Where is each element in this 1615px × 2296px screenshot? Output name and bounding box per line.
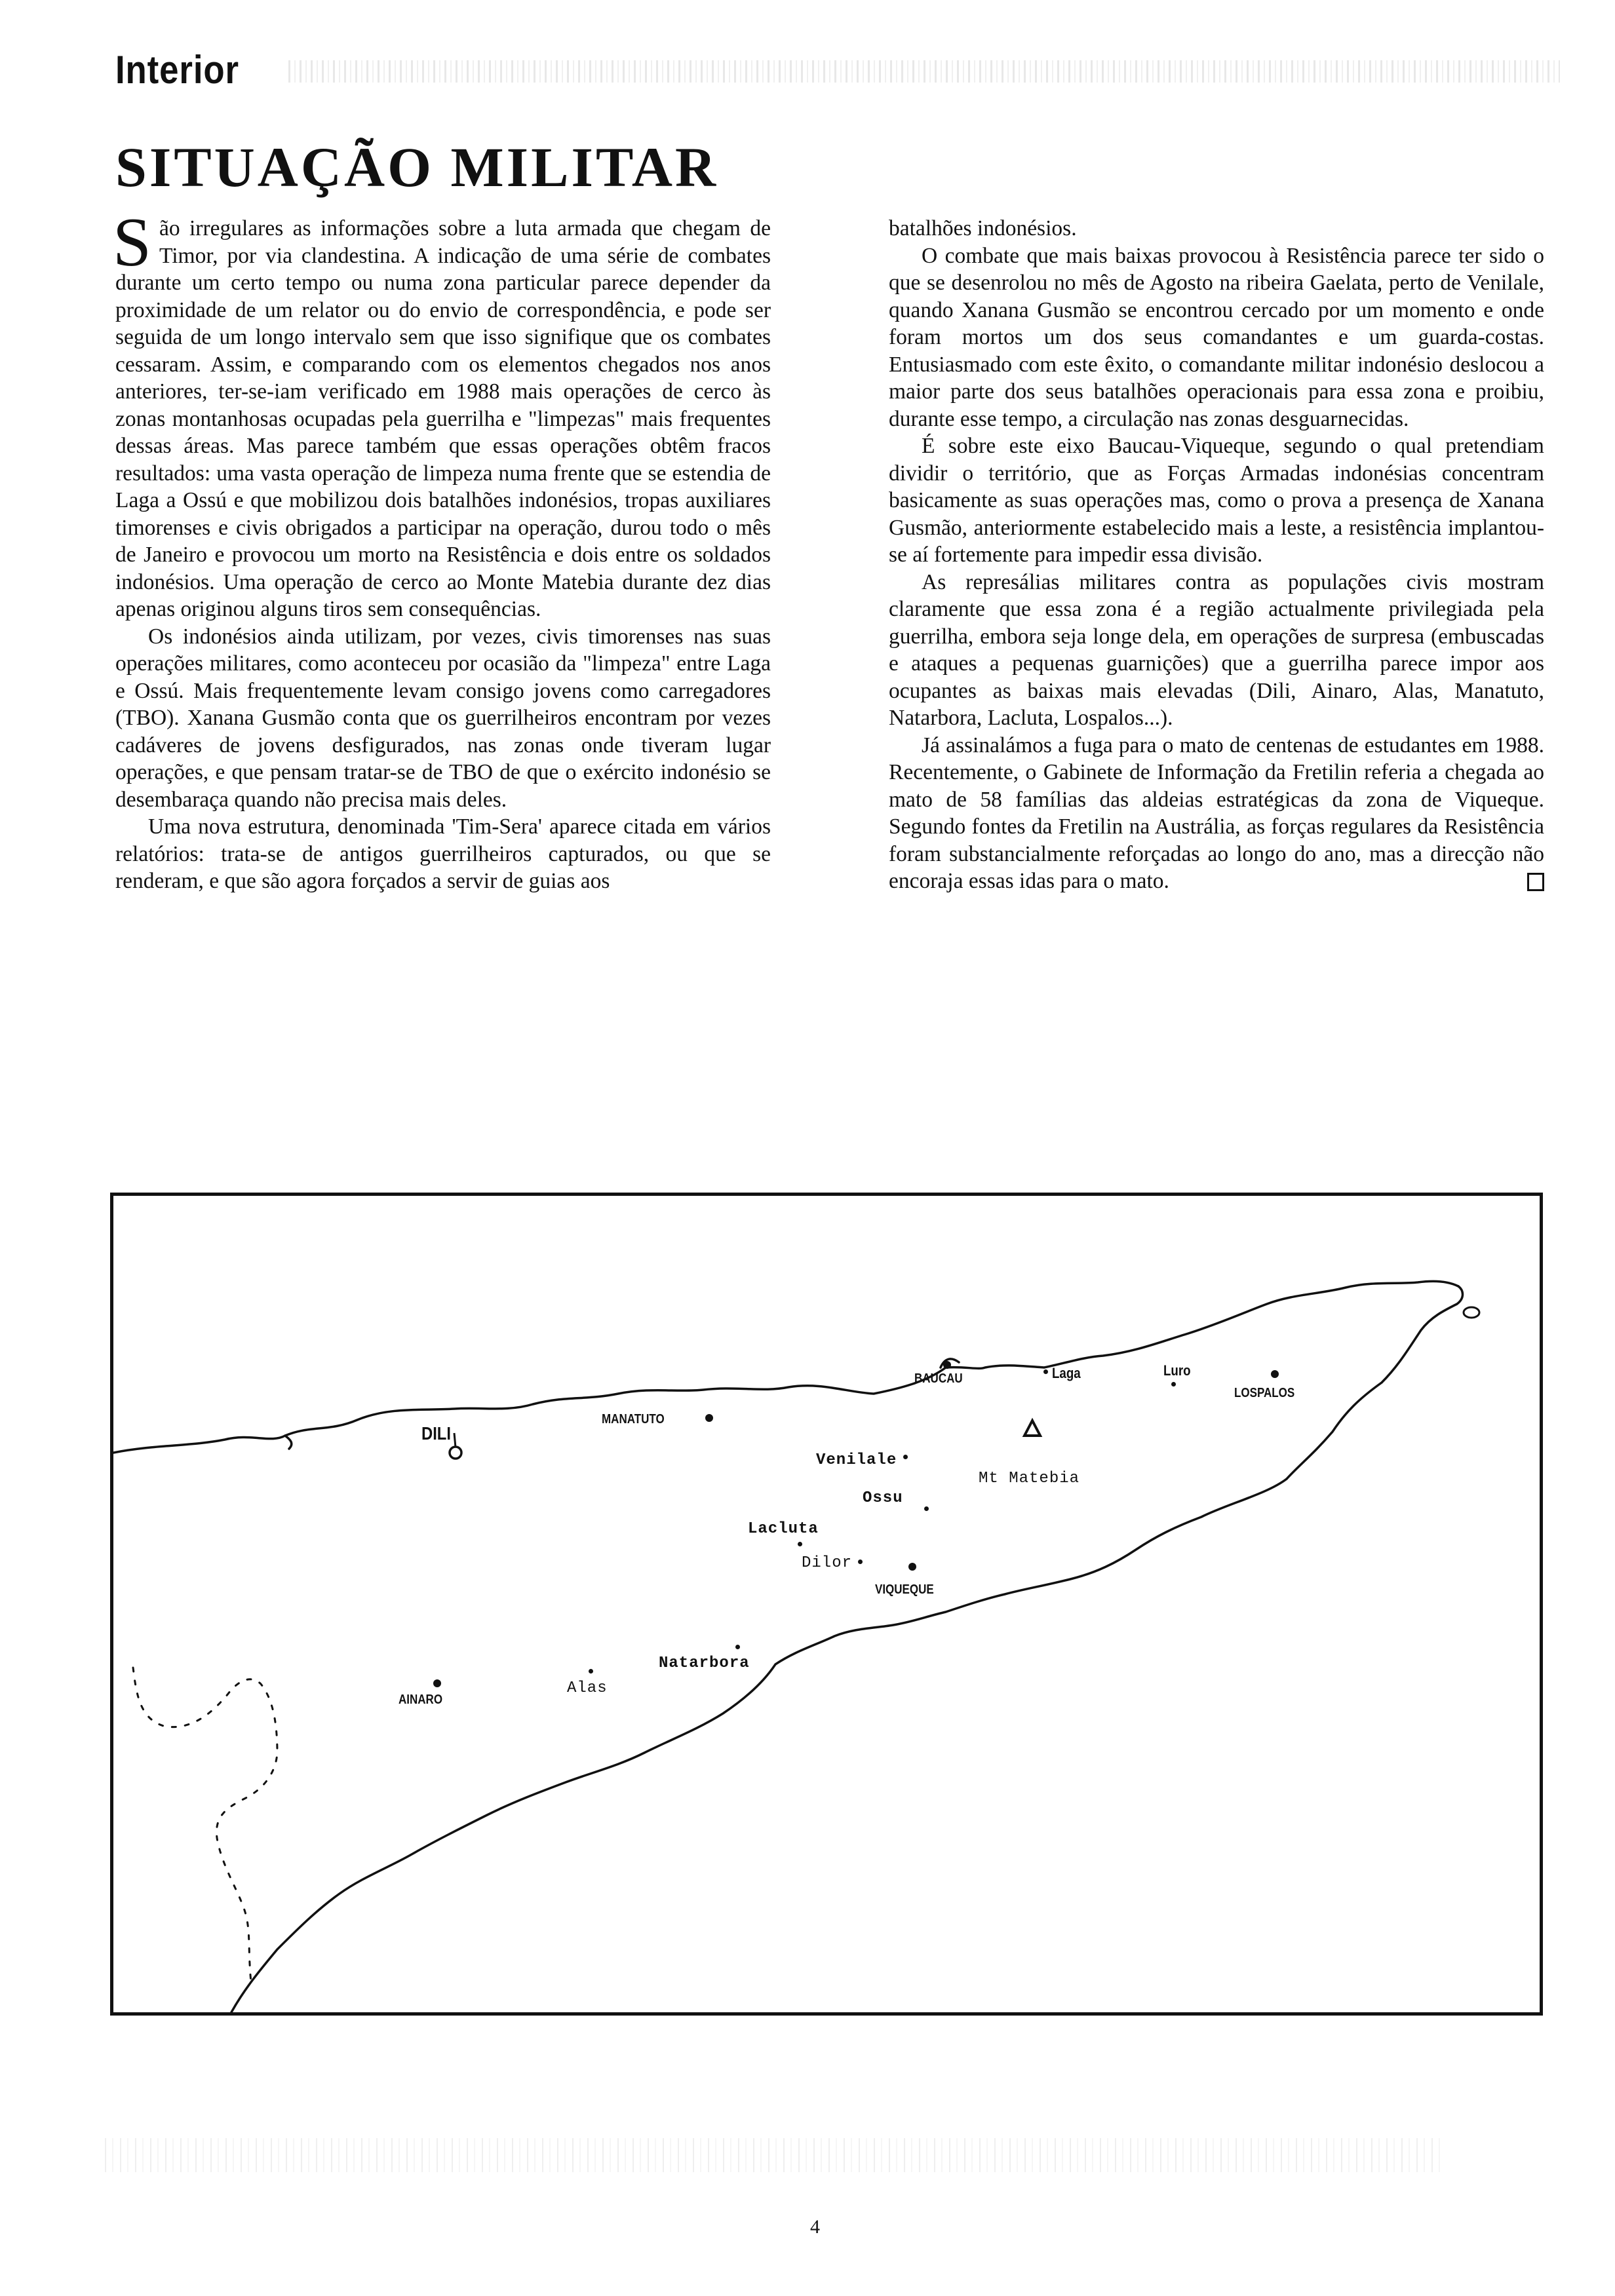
map-label-laga: Laga xyxy=(1052,1365,1081,1381)
map-label-dilor: Dilor xyxy=(802,1554,853,1572)
section-label: Interior xyxy=(115,48,239,92)
map-label-luro: Luro xyxy=(1163,1362,1191,1379)
paragraph-7: As represálias militares contra as populações civis mostram claramente que essa zona é a região actualmente privilegiada pela guerrilha, embora seja longe dela, em operações de surpresa (embuscadas e ataques a pequenas guarnições) que a guerrilha parece impor aos ocupantes as baixas mais elevadas (Dili, Ainaro, Alas, Manatuto, Natarbora, Lacluta, Lospalos...). xyxy=(889,569,1544,730)
map-dot-lospalos xyxy=(1271,1370,1279,1378)
header-rule-texture xyxy=(288,60,1560,83)
map-dot-natarbora xyxy=(735,1645,740,1649)
paragraph-1: São irregulares as informações sobre a luta armada que chegam de Timor, por via clandestina. A indicação de uma série de combates durante um certo tempo ou numa zona particular parece depender da proximidade de um relator ou do envio de correspondência, e pode ser seguida de um longo intervalo sem que isso signifique que os combates cessaram. Assim, e comparando com os elementos chegados nos anos anteriores, ter-se-iam verificado em 1988 mais operações de cerco às zonas montanhosas ocupadas pela guerrilha e "limpezas" mais frequentes dessas áreas. Mas parece também que essas operações obtêm fracos resultados: uma vasta operação de limpeza numa frente que se estendia de Laga a Ossú e que mobilizou dois batalhões indonésios, tropas auxiliares timorenses e civis obrigados a participar na operação, durou todo o mês de Janeiro e provocou um morto na Resistência e dois entre os soldados indonésios. Uma operação de cerco ao Monte Matebia durante dez dias apenas originou alguns tiros sem consequências. xyxy=(113,204,771,621)
page-number: 4 xyxy=(810,2216,820,2238)
map-label-baucau: BAUCAU xyxy=(914,1371,963,1386)
map-label-alas: Alas xyxy=(567,1679,608,1697)
paragraph-3: Uma nova estrutura, denominada 'Tim-Sera' aparece citada em vários relatórios: trata-se de antigos guerrilheiros capturados, ou que se renderam, e que são agora forçados a servir de guias aos xyxy=(115,814,771,893)
map-label-lospalos: LOSPALOS xyxy=(1234,1386,1295,1400)
map-dot-ainaro xyxy=(433,1679,441,1687)
paragraph-5: O combate que mais baixas provocou à Resistência parece ter sido o que se desenrolou no mês de Agosto na ribeira Gaelata, perto de Venilale, quando Xanana Gusmão se encontrou cercado por um momento e onde foram mortos um dos seus comandantes e um guarda-costas. Entusiasmado com este êxito, o comandante militar indonésio deslocou a maior parte dos seus batalhões operacionais para essa zona e proibiu, durante esse tempo, a circulação nas zonas desguarnecidas. xyxy=(889,243,1544,431)
map-label-manatuto: MANATUTO xyxy=(602,1412,665,1426)
timor-map xyxy=(110,1193,1543,2016)
map-dot-viqueque xyxy=(908,1563,916,1571)
drop-cap: S xyxy=(113,204,151,280)
map-label-matebia: Mt Matebia xyxy=(979,1470,1080,1487)
map-label-ossu: Ossu xyxy=(863,1489,903,1507)
map-dot-dilor xyxy=(858,1559,863,1564)
map-label-ainaro: AINARO xyxy=(399,1693,443,1707)
map-dot-lacluta xyxy=(798,1542,802,1546)
footer-texture xyxy=(105,2138,1442,2172)
map-dot-ossu xyxy=(924,1506,929,1511)
map-label-natarbora: Natarbora xyxy=(659,1655,750,1672)
map-label-lacluta: Lacluta xyxy=(748,1520,819,1538)
right-column xyxy=(889,215,1544,895)
paragraph-4: batalhões indonésios. xyxy=(889,216,1077,240)
end-of-article-mark xyxy=(1527,873,1544,891)
map-label-dili: DILI xyxy=(421,1423,451,1444)
map-dot-manatuto xyxy=(705,1414,713,1422)
map-label-viqueque: VIQUEQUE xyxy=(875,1582,934,1597)
paragraph-6: É sobre este eixo Baucau-Viqueque, segundo o qual pretendiam dividir o território, que as Forças Armadas indonésias concentram basicamente as suas operações mas, como o prova a presença de Xanana Gusmão, anteriormente estabelecido mais a leste, a resistência implantou-se aí fortemente para impedir essa divisão. xyxy=(889,434,1544,567)
map-dot-luro xyxy=(1171,1382,1176,1387)
map-coastline xyxy=(113,1196,1540,2012)
paragraph-8: Já assinalámos a fuga para o mato de centenas de estudantes em 1988. Recentemente, o Gabinete de Informação da Fretilin referia a chegada ao mato de 58 famílias das aldeias estratégicas da zona de Viqueque. Segundo fontes da Fretilin na Austrália, as forças regulares da Resistência foram substancialmente reforçadas ao longo do ano, mas a direcção não encoraja essas idas para o mato. xyxy=(889,733,1544,893)
map-label-venilale: Venilale xyxy=(816,1451,897,1469)
map-dot-baucau xyxy=(943,1361,951,1369)
mountain-icon xyxy=(1024,1421,1040,1436)
paragraph-2: Os indonésios ainda utilizam, por vezes, civis timorenses nas suas operações militares, como aconteceu por ocasião da "limpeza" entre Laga e Ossú. Mais frequentemente levam consigo jovens como carregadores (TBO). Xanana Gusmão conta que os guerrilheiros encontram por vezes cadáveres de jovens desfigurados, nas zonas onde tiveram lugar operações, e que pensam tratar-se de TBO de que o exército indonésio se desembaraça quando não precisa mais deles. xyxy=(115,624,771,812)
map-dot-alas xyxy=(589,1669,593,1674)
left-column xyxy=(113,204,771,895)
map-dot-venilale xyxy=(903,1455,908,1459)
article-title: SITUAÇÃO MILITAR xyxy=(115,136,719,199)
map-dot-laga xyxy=(1043,1369,1048,1374)
